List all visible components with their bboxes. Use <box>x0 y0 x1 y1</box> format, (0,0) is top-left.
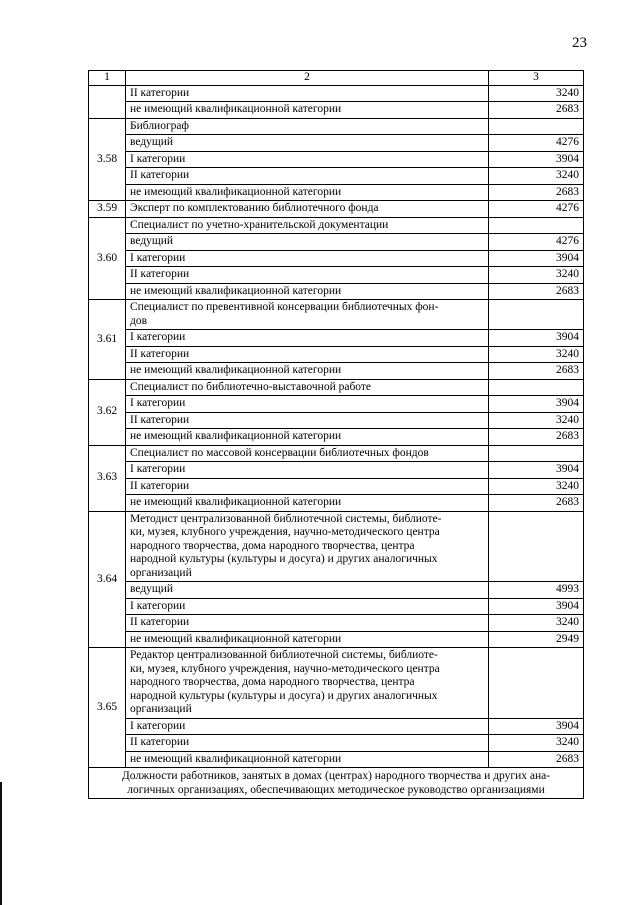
salary-value: 3240 <box>489 346 584 363</box>
table-row <box>89 478 584 495</box>
salary-value: 2949 <box>489 631 584 648</box>
position-title-line: народного творчества, дома народного творчества, центра <box>130 539 415 552</box>
position-label: II категории <box>126 85 489 102</box>
position-label: I категории <box>126 151 489 168</box>
position-label: ведущий <box>126 582 489 599</box>
salary-value: 3240 <box>489 615 584 632</box>
salary-value: 2683 <box>489 751 584 768</box>
position-title-line: Редактор централизованной библиотечной системы, библиоте- <box>130 649 438 661</box>
position-label: II категории <box>126 735 489 752</box>
table-row <box>89 85 584 102</box>
position-title: Специалист по библиотечно-выставочной работе <box>126 379 489 396</box>
position-title: Эксперт по комплектованию библиотечного фонда <box>126 201 489 218</box>
position-title: Библиограф <box>126 118 489 135</box>
salary-value: 3240 <box>489 412 584 429</box>
position-label: I категории <box>126 718 489 735</box>
position-label: II категории <box>126 478 489 495</box>
position-label: I категории <box>126 330 489 347</box>
salary-value-empty <box>489 118 584 135</box>
salary-value: 3240 <box>489 267 584 284</box>
salary-value-empty <box>489 379 584 396</box>
table-row <box>89 445 584 462</box>
salary-value-empty <box>489 511 584 582</box>
table-row <box>89 118 584 135</box>
position-title <box>126 648 489 719</box>
position-label: I категории <box>126 598 489 615</box>
position-label: II категории <box>126 168 489 185</box>
page-number: 23 <box>572 35 587 51</box>
position-title-line: ки, музея, клубного учреждения, научно-методического центра <box>130 526 440 538</box>
table-row <box>89 631 584 648</box>
salary-value-empty <box>489 648 584 719</box>
section-heading <box>89 768 584 799</box>
salary-value: 3904 <box>489 250 584 267</box>
row-number: 3.64 <box>89 511 126 648</box>
position-label: не имеющий квалификационной категории <box>126 495 489 512</box>
salary-value: 3240 <box>489 735 584 752</box>
table-row <box>89 346 584 363</box>
position-label: не имеющий квалификационной категории <box>126 429 489 446</box>
salary-value: 3904 <box>489 598 584 615</box>
table-row <box>89 582 584 599</box>
position-label: не имеющий квалификационной категории <box>126 631 489 648</box>
header-col-1: 1 <box>89 71 126 86</box>
position-label: не имеющий квалификационной категории <box>126 102 489 119</box>
salary-value: 4276 <box>489 234 584 251</box>
position-title-line: народного творчества, дома народного творчества, центра <box>130 676 415 688</box>
section-heading-line: логичных организациях, обеспечивающих методическое руководство организациями <box>127 784 545 796</box>
salary-value: 4993 <box>489 582 584 599</box>
row-number: 3.60 <box>89 217 126 300</box>
position-label: II категории <box>126 267 489 284</box>
row-number: 3.61 <box>89 300 126 380</box>
table-row <box>89 102 584 119</box>
position-label: I категории <box>126 462 489 479</box>
table-row <box>89 135 584 152</box>
table-row <box>89 234 584 251</box>
salary-table <box>88 70 584 799</box>
section-row <box>89 768 584 799</box>
salary-value: 3904 <box>489 396 584 413</box>
section-heading-line: Должности работников, занятых в домах (центрах) народного творчества и других ана- <box>121 770 551 782</box>
table-row <box>89 363 584 380</box>
row-number: 3.65 <box>89 648 126 768</box>
salary-value-empty <box>489 300 584 330</box>
row-number: 3.59 <box>89 201 126 218</box>
salary-value: 3240 <box>489 168 584 185</box>
row-number: 3.62 <box>89 379 126 445</box>
position-title <box>126 511 489 582</box>
position-title-line: Специалист по превентивной консервации библиотечных фон- <box>130 301 439 313</box>
table-row <box>89 250 584 267</box>
position-title-line: народной культуры (культуры и досуга) и других аналогичных <box>130 553 438 565</box>
table-header-row <box>89 71 584 86</box>
salary-value: 3240 <box>489 478 584 495</box>
position-label: не имеющий квалификационной категории <box>126 363 489 380</box>
header-col-3: 3 <box>489 71 584 86</box>
row-number: 3.63 <box>89 445 126 511</box>
position-title-line: организаций <box>130 566 192 579</box>
table-row <box>89 283 584 300</box>
table-row <box>89 648 584 719</box>
salary-value: 4276 <box>489 135 584 152</box>
header-col-2: 2 <box>126 71 489 86</box>
scan-edge-mark <box>0 782 2 905</box>
salary-value: 2683 <box>489 363 584 380</box>
salary-value: 2683 <box>489 495 584 512</box>
position-title-line: народной культуры (культуры и досуга) и других аналогичных <box>130 689 438 702</box>
row-number: 3.58 <box>89 118 126 201</box>
position-label: I категории <box>126 396 489 413</box>
position-label: II категории <box>126 346 489 363</box>
position-title: Специалист по массовой консервации библиотечных фондов <box>126 445 489 462</box>
table-row <box>89 330 584 347</box>
salary-value: 3904 <box>489 330 584 347</box>
table-row <box>89 412 584 429</box>
table-row <box>89 184 584 201</box>
table-row <box>89 429 584 446</box>
table-row <box>89 379 584 396</box>
salary-value: 3904 <box>489 462 584 479</box>
salary-value-empty <box>489 445 584 462</box>
table-row <box>89 462 584 479</box>
position-label: ведущий <box>126 234 489 251</box>
salary-value: 4276 <box>489 201 584 218</box>
salary-value: 2683 <box>489 429 584 446</box>
table-row <box>89 598 584 615</box>
position-label: I категории <box>126 250 489 267</box>
table-row <box>89 217 584 234</box>
position-title-line: организаций <box>130 703 192 715</box>
table-row <box>89 300 584 330</box>
position-title-line: ки, музея, клубного учреждения, научно-методического центра <box>130 662 440 675</box>
table-row <box>89 511 584 582</box>
position-label: не имеющий квалификационной категории <box>126 184 489 201</box>
position-title-line: дов <box>130 314 148 327</box>
position-label: II категории <box>126 615 489 632</box>
table-row <box>89 615 584 632</box>
salary-value: 2683 <box>489 102 584 119</box>
table-row <box>89 718 584 735</box>
position-label: ведущий <box>126 135 489 152</box>
salary-value: 3904 <box>489 718 584 735</box>
salary-value: 2683 <box>489 283 584 300</box>
table-row <box>89 495 584 512</box>
salary-value: 3904 <box>489 151 584 168</box>
table-row <box>89 735 584 752</box>
position-label: не имеющий квалификационной категории <box>126 751 489 768</box>
salary-value-empty <box>489 217 584 234</box>
table-row <box>89 151 584 168</box>
row-number-cell <box>89 85 126 118</box>
position-label: II категории <box>126 412 489 429</box>
position-label: не имеющий квалификационной категории <box>126 283 489 300</box>
position-title-line: Методист централизованной библиотечной системы, библиоте- <box>130 512 442 525</box>
table-row <box>89 396 584 413</box>
position-title: Специалист по учетно-хранительской документации <box>126 217 489 234</box>
table-row <box>89 751 584 768</box>
table-row <box>89 267 584 284</box>
salary-value: 3240 <box>489 85 584 102</box>
table-row <box>89 168 584 185</box>
table-row <box>89 201 584 218</box>
position-title <box>126 300 489 330</box>
salary-value: 2683 <box>489 184 584 201</box>
